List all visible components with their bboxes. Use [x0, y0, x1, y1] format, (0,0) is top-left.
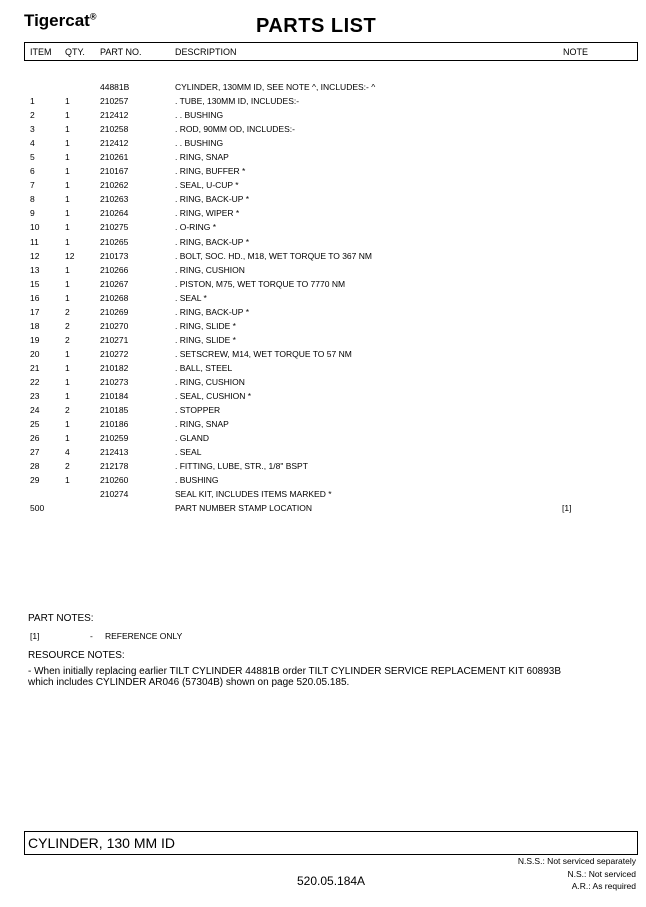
table-row [0, 124, 646, 138]
table-row [0, 447, 646, 461]
qty-cell: 1 [65, 419, 70, 430]
item-cell: 12 [30, 250, 40, 261]
qty-cell: 4 [65, 447, 70, 458]
part-number-cell: 210184 [100, 391, 129, 402]
part-number-cell: 210261 [100, 152, 129, 163]
col-part-header: PART NO. [100, 47, 142, 57]
qty-cell: 1 [65, 180, 70, 191]
part-number-cell: 210275 [100, 222, 129, 233]
table-row [0, 96, 646, 110]
qty-cell: 1 [65, 236, 70, 247]
part-number-cell: 210269 [100, 306, 129, 317]
legend-ar: A.R.: As required [571, 881, 636, 891]
registered-mark: ® [89, 11, 97, 22]
item-cell: 9 [30, 208, 35, 219]
qty-cell: 2 [65, 461, 70, 472]
description-cell: . STOPPER [175, 405, 221, 416]
part-number-cell: 210185 [100, 405, 129, 416]
item-cell: 11 [30, 236, 39, 247]
description-cell: . SEAL, U-CUP * [175, 180, 239, 191]
part-number-cell: 210268 [100, 292, 129, 303]
item-cell: 26 [30, 433, 40, 444]
description-cell: . . BUSHING [175, 110, 224, 121]
item-cell: 20 [30, 348, 40, 359]
description-cell: . RING, SNAP [175, 419, 229, 430]
description-cell: PART NUMBER STAMP LOCATION [175, 503, 312, 513]
part-note-dash: - [90, 631, 93, 641]
part-number-cell: 212178 [100, 461, 129, 472]
table-row [0, 489, 646, 503]
item-cell: 15 [30, 278, 40, 289]
qty-cell: 1 [65, 475, 70, 486]
item-cell: 19 [30, 334, 40, 345]
item-cell: 16 [30, 292, 40, 303]
table-row [0, 293, 646, 307]
table-row [0, 475, 646, 489]
table-row [0, 377, 646, 391]
description-cell: . RING, SNAP [175, 152, 229, 163]
qty-cell: 1 [65, 138, 70, 149]
description-cell: SEAL KIT, INCLUDES ITEMS MARKED * [175, 489, 332, 500]
footer-title: CYLINDER, 130 MM ID [28, 835, 176, 851]
qty-cell: 1 [65, 278, 70, 289]
part-number-cell: 210259 [100, 433, 129, 444]
description-cell: . SEAL, CUSHION * [175, 391, 252, 402]
table-row [0, 461, 646, 475]
description-cell: . SETSCREW, M14, WET TORQUE TO 57 NM [175, 348, 352, 359]
table-row [0, 138, 646, 152]
part-number-cell: 210182 [100, 362, 129, 373]
table-row [0, 503, 646, 517]
qty-cell: 2 [65, 334, 70, 345]
table-row [0, 335, 646, 349]
item-cell: 5 [30, 152, 35, 163]
resource-notes-heading: RESOURCE NOTES: [28, 650, 125, 661]
table-row [0, 237, 646, 251]
qty-cell: 1 [65, 110, 70, 121]
table-row [0, 166, 646, 180]
qty-cell: 2 [65, 405, 70, 416]
part-number-cell: 210260 [100, 475, 129, 486]
part-number-cell: 210262 [100, 180, 129, 191]
resource-note-line2: which includes CYLINDER AR046 (57304B) shown on page 520.05.185. [28, 677, 350, 688]
table-row [0, 279, 646, 293]
item-cell: 7 [30, 180, 35, 191]
description-cell: CYLINDER, 130MM ID, SEE NOTE ^, INCLUDES:- ^ [175, 82, 376, 92]
part-number-cell: 212412 [100, 110, 129, 121]
item-cell: 27 [30, 447, 40, 458]
part-number-cell: 212413 [100, 447, 129, 458]
table-row [0, 391, 646, 405]
table-row [0, 307, 646, 321]
qty-cell: 12 [65, 250, 75, 261]
description-cell: . RING, BACK-UP * [175, 306, 249, 317]
page-title: PARTS LIST [256, 15, 377, 37]
qty-cell: 1 [65, 264, 70, 275]
description-cell: . RING, CUSHION [175, 377, 245, 387]
part-number-cell: 210271 [100, 334, 129, 345]
description-cell: . RING, SLIDE * [175, 320, 236, 331]
table-row [0, 419, 646, 433]
description-cell: . O-RING * [175, 222, 217, 233]
qty-cell: 1 [65, 391, 70, 402]
table-row [0, 321, 646, 335]
legend-ns: N.S.: Not serviced [567, 869, 636, 879]
qty-cell: 1 [65, 362, 70, 373]
col-desc-header: DESCRIPTION [175, 47, 237, 57]
item-cell: 18 [30, 320, 40, 331]
qty-cell: 1 [65, 124, 70, 135]
table-row [0, 349, 646, 363]
item-cell: 22 [30, 377, 40, 387]
page-number: 520.05.184A [297, 874, 366, 888]
item-cell: 2 [30, 110, 35, 121]
table-row [0, 110, 646, 124]
table-row [0, 152, 646, 166]
description-cell: . TUBE, 130MM ID, INCLUDES:- [175, 96, 300, 106]
part-note-ref: [1] [30, 631, 40, 641]
description-cell: . BOLT, SOC. HD., M18, WET TORQUE TO 367 NM [175, 250, 372, 261]
item-cell: 13 [30, 264, 40, 275]
qty-cell: 1 [65, 96, 70, 106]
part-note-text: REFERENCE ONLY [105, 631, 183, 641]
item-cell: 8 [30, 194, 35, 205]
description-cell: . RING, BUFFER * [175, 166, 246, 177]
description-cell: . RING, BACK-UP * [175, 236, 249, 247]
table-row [0, 363, 646, 377]
part-number-cell: 210257 [100, 96, 129, 106]
table-row [0, 265, 646, 279]
table-row [0, 405, 646, 419]
part-number-cell: 210272 [100, 348, 129, 359]
item-cell: 24 [30, 405, 40, 416]
table-row [0, 208, 646, 222]
item-cell: 17 [30, 306, 40, 317]
part-number-cell: 210173 [100, 250, 129, 261]
qty-cell: 1 [65, 377, 70, 387]
table-row [0, 180, 646, 194]
table-row [0, 194, 646, 208]
part-number-cell: 210266 [100, 264, 129, 275]
qty-cell: 1 [65, 208, 70, 219]
part-number-cell: 210258 [100, 124, 129, 135]
description-cell: . SEAL * [175, 292, 207, 303]
qty-cell: 2 [65, 320, 70, 331]
description-cell: . PISTON, M75, WET TORQUE TO 7770 NM [175, 278, 346, 289]
item-cell: 28 [30, 461, 40, 472]
item-cell: 25 [30, 419, 40, 430]
part-number-cell: 210267 [100, 278, 129, 289]
description-cell: . RING, CUSHION [175, 264, 245, 275]
table-row [0, 251, 646, 265]
brand-logo [24, 11, 96, 31]
qty-cell: 1 [65, 433, 70, 444]
part-number-cell: 210263 [100, 194, 129, 205]
table-row [0, 222, 646, 236]
qty-cell: 1 [65, 152, 70, 163]
qty-cell: 1 [65, 166, 70, 177]
part-number-cell: 212412 [100, 138, 129, 149]
description-cell: . . BUSHING [175, 138, 224, 149]
item-cell: 4 [30, 138, 35, 149]
description-cell: . SEAL [175, 447, 202, 458]
qty-cell: 1 [65, 194, 70, 205]
qty-cell: 2 [65, 306, 70, 317]
qty-cell: 1 [65, 222, 70, 233]
description-cell: . BALL, STEEL [175, 362, 233, 373]
item-cell: 21 [30, 362, 40, 373]
part-number-cell: 210264 [100, 208, 129, 219]
qty-cell: 1 [65, 292, 70, 303]
part-number-cell: 210273 [100, 377, 129, 387]
part-number-cell: 210265 [100, 236, 129, 247]
item-cell: 1 [30, 96, 35, 106]
part-number-cell: 210270 [100, 320, 129, 331]
part-number-cell: 210186 [100, 419, 129, 430]
item-cell: 29 [30, 475, 40, 486]
legend-nss: N.S.S.: Not serviced separately [517, 856, 636, 866]
brand-name: Tigercat [24, 11, 90, 30]
description-cell: . ROD, 90MM OD, INCLUDES:- [175, 124, 295, 135]
description-cell: . FITTING, LUBE, STR., 1/8" BSPT [175, 461, 308, 472]
item-cell: 23 [30, 391, 40, 402]
part-number-cell: 210167 [100, 166, 129, 177]
qty-cell: 1 [65, 348, 70, 359]
description-cell: . GLAND [175, 433, 210, 444]
item-cell: 3 [30, 124, 35, 135]
item-cell: 6 [30, 166, 35, 177]
part-number-cell: 44881B [100, 82, 130, 92]
col-note-header: NOTE [563, 47, 589, 57]
part-number-cell: 210274 [100, 489, 129, 500]
col-qty-header: QTY. [65, 47, 85, 57]
description-cell: . BUSHING [175, 475, 219, 486]
item-cell: 500 [30, 503, 45, 513]
resource-note-line1: - When initially replacing earlier TILT CYLINDER 44881B order TILT CYLINDER SERVICE REPLACEMENT KIT 60893B [28, 666, 561, 677]
table-row [0, 82, 646, 96]
description-cell: . RING, WIPER * [175, 208, 240, 219]
description-cell: . RING, BACK-UP * [175, 194, 249, 205]
part-notes-heading: PART NOTES: [28, 613, 94, 624]
item-cell: 10 [30, 222, 40, 233]
note-cell: [1] [562, 503, 572, 513]
table-row [0, 433, 646, 447]
description-cell: . RING, SLIDE * [175, 334, 236, 345]
col-item-header: ITEM [30, 47, 52, 57]
